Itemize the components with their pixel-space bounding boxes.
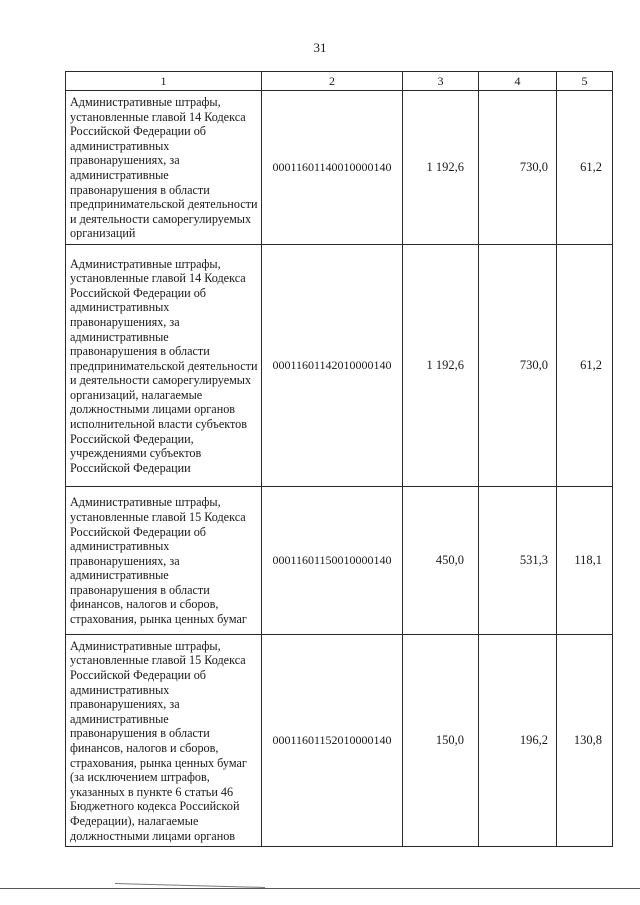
column-header-1: 1 xyxy=(66,72,262,91)
row-value-col3: 1 192,6 xyxy=(403,245,479,487)
table-header-row xyxy=(66,72,613,91)
row-name-cell: Административные штрафы, установленные главой 14 Кодекса Российской Федерации об административных правонарушениях, за административные правонарушения в области предпринимательской деятельности и деятельности саморегулируемых организаций xyxy=(66,91,262,245)
column-header-5: 5 xyxy=(557,72,613,91)
table-row xyxy=(66,487,613,635)
table-row xyxy=(66,245,613,487)
table-row xyxy=(66,635,613,847)
row-name-cell: Административные штрафы, установленные главой 15 Кодекса Российской Федерации об административных правонарушениях, за административные правонарушения в области финансов, налогов и сборов, страхования, рынка ценных бумаг (за исключением штрафов, указанных в пункте 6 статьи 46 Бюджетного кодекса Российской Федерации), налагаемые должностными лицами органов xyxy=(66,635,262,847)
column-header-2: 2 xyxy=(262,72,403,91)
row-value-col3: 450,0 xyxy=(403,487,479,635)
row-value-col4: 730,0 xyxy=(479,91,557,245)
row-name-cell: Административные штрафы, установленные главой 15 Кодекса Российской Федерации об административных правонарушениях, за административные правонарушения в области финансов, налогов и сборов, страхования, рынка ценных бумаг xyxy=(66,487,262,635)
row-value-col3: 150,0 xyxy=(403,635,479,847)
column-header-4: 4 xyxy=(479,72,557,91)
row-code-cell: 00011601152010000140 xyxy=(262,635,403,847)
row-value-col5: 61,2 xyxy=(557,245,613,487)
row-value-col5: 118,1 xyxy=(557,487,613,635)
page-number: 31 xyxy=(313,40,327,55)
column-header-3: 3 xyxy=(403,72,479,91)
row-value-col5: 61,2 xyxy=(557,91,613,245)
revenue-table xyxy=(65,71,613,847)
row-value-col3: 1 192,6 xyxy=(403,91,479,245)
row-value-col5: 130,8 xyxy=(557,635,613,847)
row-code-cell: 00011601150010000140 xyxy=(262,487,403,635)
row-value-col4: 730,0 xyxy=(479,245,557,487)
row-code-cell: 00011601140010000140 xyxy=(262,91,403,245)
row-value-col4: 196,2 xyxy=(479,635,557,847)
row-value-col4: 531,3 xyxy=(479,487,557,635)
page-bottom-rule xyxy=(0,888,640,889)
row-name-cell: Административные штрафы, установленные главой 14 Кодекса Российской Федерации об административных правонарушениях, за административные правонарушения в области предпринимательской деятельности и деятельности саморегулируемых организаций, налагаемые должностными лицами органов исполнительной власти субъектов Российской Федерации, учреждениями субъектов Российской Федерации xyxy=(66,245,262,487)
table-row xyxy=(66,91,613,245)
row-code-cell: 00011601142010000140 xyxy=(262,245,403,487)
